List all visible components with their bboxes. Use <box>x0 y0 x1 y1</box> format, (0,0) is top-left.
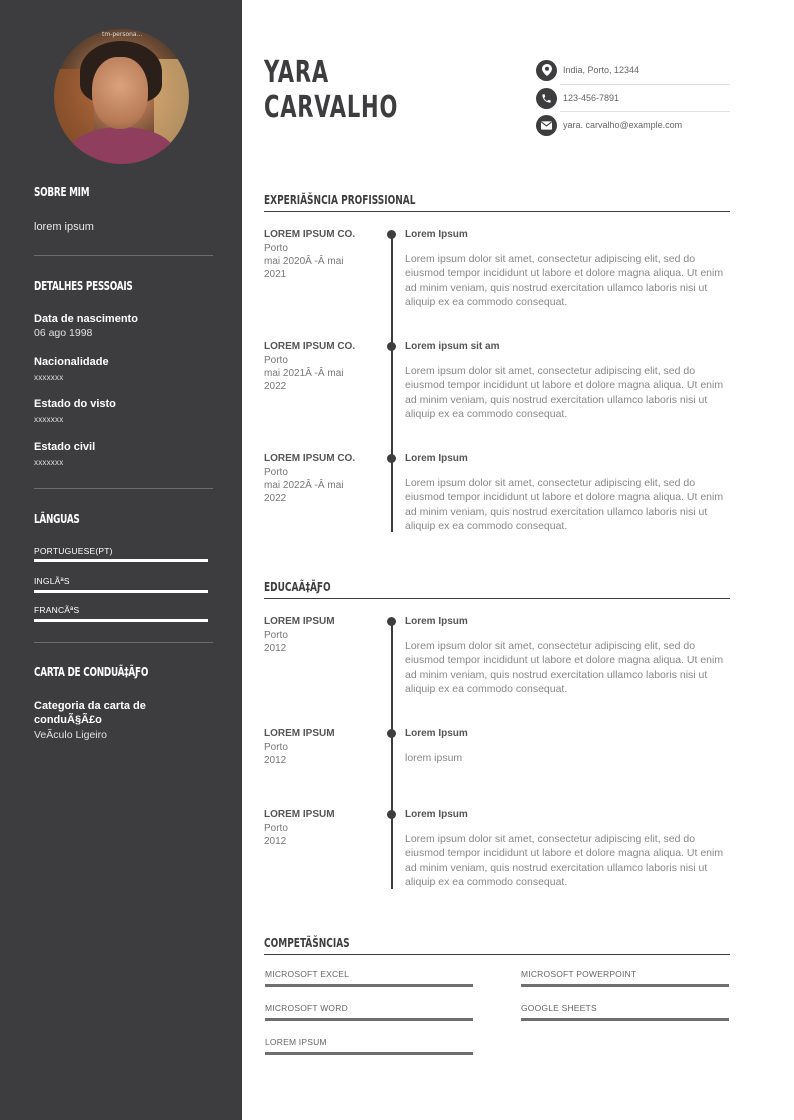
degree-title: Lorem Ipsum <box>405 728 468 739</box>
marital-value: xxxxxxx <box>34 458 64 467</box>
personal-heading: DETALHES PESSOAIS <box>34 279 133 293</box>
visa-label: Estado do visto <box>34 398 116 410</box>
school-name: LOREM IPSUM <box>264 616 335 627</box>
skill-name: MICROSOFT EXCEL <box>265 969 350 979</box>
degree-description: Lorem ipsum dolor sit amet, consectetur adipiscing elit, sed do eiusmod tempor incididunt ut labore et dolore magna aliqua. Ut enim ad minim veniam, quis nostrud exercitation ullamco laboris nisi ut aliquip ex ea commodo consequat. <box>405 640 724 695</box>
skill-level-bar <box>265 1018 473 1021</box>
nationality-label: Nacionalidade <box>34 356 109 368</box>
divider <box>34 255 213 256</box>
language-name: FRANCÃªS <box>34 605 80 615</box>
job-description: Lorem ipsum dolor sit amet, consectetur adipiscing elit, sed do eiusmod tempor incididunt ut labore et dolore magna aliqua. Ut enim ad minim veniam, quis nostrud exercitation ullamco laboris nisi ut aliquip ex ea commodo consequat. <box>405 365 724 420</box>
photo-watermark: tm-persona... <box>102 31 143 38</box>
language-level-bar <box>34 619 208 622</box>
education-timeline <box>391 621 393 889</box>
degree-title: Lorem Ipsum <box>405 809 468 820</box>
section-rule <box>264 211 730 212</box>
email-text: yara. carvalho@example.com <box>563 120 683 130</box>
company-name: LOREM IPSUM CO. <box>264 341 356 352</box>
sidebar <box>0 0 242 1120</box>
about-text: lorem ipsum <box>34 221 94 233</box>
skill-name: GOOGLE SHEETS <box>521 1003 597 1013</box>
location-pin-icon <box>536 60 557 81</box>
degree-description: lorem ipsum <box>405 752 463 764</box>
school-year: 2012 <box>264 643 287 654</box>
license-heading: CARTA DE CONDUÃ‡ÃƑO <box>34 665 149 679</box>
school-city: Porto <box>264 742 288 753</box>
timeline-dot <box>387 810 396 819</box>
divider <box>34 488 213 489</box>
job-title: Lorem Ipsum <box>405 229 468 240</box>
timeline-dot <box>387 617 396 626</box>
degree-title: Lorem Ipsum <box>405 616 468 627</box>
language-level-bar <box>34 590 208 593</box>
section-rule <box>264 954 730 955</box>
company-city: Porto <box>264 467 288 478</box>
license-label-line1: Categoria da carta de <box>34 700 146 712</box>
birthdate-label: Data de nascimento <box>34 313 138 325</box>
profile-photo <box>54 29 189 164</box>
first-name: YARA <box>264 55 329 90</box>
location-text: India, Porto, 12344 <box>563 65 640 75</box>
school-city: Porto <box>264 630 288 641</box>
skill-level-bar <box>521 984 729 987</box>
skill-level-bar <box>265 984 473 987</box>
divider <box>34 642 213 643</box>
company-city: Porto <box>264 243 288 254</box>
job-title: Lorem Ipsum <box>405 453 468 464</box>
language-name: PORTUGUESE(PT) <box>34 546 113 556</box>
job-description: Lorem ipsum dolor sit amet, consectetur adipiscing elit, sed do eiusmod tempor incididunt ut labore et dolore magna aliqua. Ut enim ad minim veniam, quis nostrud exercitation ullamco laboris nisi ut aliquip ex ea commodo consequat. <box>405 253 724 308</box>
marital-label: Estado civil <box>34 441 96 453</box>
contact-email <box>536 114 730 136</box>
language-name: INGLÃªS <box>34 576 70 586</box>
section-rule <box>264 598 730 599</box>
license-label-line2: conduÃ§Ã£o <box>34 714 102 726</box>
last-name: CARVALHO <box>264 90 399 125</box>
phone-text: 123-456-7891 <box>563 93 620 103</box>
education-heading: EDUCAÃ‡ÃƑO <box>264 579 331 594</box>
language-level-bar <box>34 559 208 562</box>
job-title: Lorem ipsum sit am <box>405 341 500 352</box>
contact-location <box>536 59 730 81</box>
job-dates-end: 2021 <box>264 269 287 280</box>
job-dates-end: 2022 <box>264 381 287 392</box>
envelope-icon <box>536 115 557 136</box>
contact-phone <box>536 87 730 109</box>
job-dates: mai 2021Â -Â mai <box>264 368 344 379</box>
job-dates-end: 2022 <box>264 493 287 504</box>
school-year: 2012 <box>264 836 287 847</box>
job-description: Lorem ipsum dolor sit amet, consectetur adipiscing elit, sed do eiusmod tempor incididunt ut labore et dolore magna aliqua. Ut enim ad minim veniam, quis nostrud exercitation ullamco laboris nisi ut aliquip ex ea commodo consequat. <box>405 477 724 532</box>
experience-heading: EXPERIÃŠNCIA PROFISSIONAL <box>264 192 416 207</box>
job-dates: mai 2022Â -Â mai <box>264 480 344 491</box>
job-dates: mai 2020Â -Â mai <box>264 256 344 267</box>
visa-value: xxxxxxx <box>34 415 64 424</box>
license-value: VeÃculo Ligeiro <box>34 729 107 741</box>
skill-level-bar <box>265 1052 473 1055</box>
school-city: Porto <box>264 823 288 834</box>
school-year: 2012 <box>264 755 287 766</box>
timeline-dot <box>387 230 396 239</box>
timeline-dot <box>387 342 396 351</box>
company-name: LOREM IPSUM CO. <box>264 229 356 240</box>
divider <box>560 111 730 112</box>
company-name: LOREM IPSUM CO. <box>264 453 356 464</box>
divider <box>560 84 730 85</box>
skills-heading: COMPETÃŠNCIAS <box>264 935 350 950</box>
phone-icon <box>536 88 557 109</box>
skill-name: MICROSOFT POWERPOINT <box>521 969 637 979</box>
nationality-value: xxxxxxx <box>34 373 64 382</box>
company-city: Porto <box>264 355 288 366</box>
degree-description: Lorem ipsum dolor sit amet, consectetur adipiscing elit, sed do eiusmod tempor incididunt ut labore et dolore magna aliqua. Ut enim ad minim veniam, quis nostrud exercitation ullamco laboris nisi ut aliquip ex ea commodo consequat. <box>405 833 724 888</box>
skill-name: LOREM IPSUM <box>265 1037 327 1047</box>
skill-level-bar <box>521 1018 729 1021</box>
school-name: LOREM IPSUM <box>264 728 335 739</box>
timeline-dot <box>387 729 396 738</box>
birthdate-value: 06 ago 1998 <box>34 327 93 339</box>
school-name: LOREM IPSUM <box>264 809 335 820</box>
skill-name: MICROSOFT WORD <box>265 1003 348 1013</box>
languages-heading: LÃNGUAS <box>34 512 80 526</box>
about-heading: SOBRE MIM <box>34 185 90 199</box>
timeline-dot <box>387 454 396 463</box>
experience-timeline <box>391 234 393 532</box>
